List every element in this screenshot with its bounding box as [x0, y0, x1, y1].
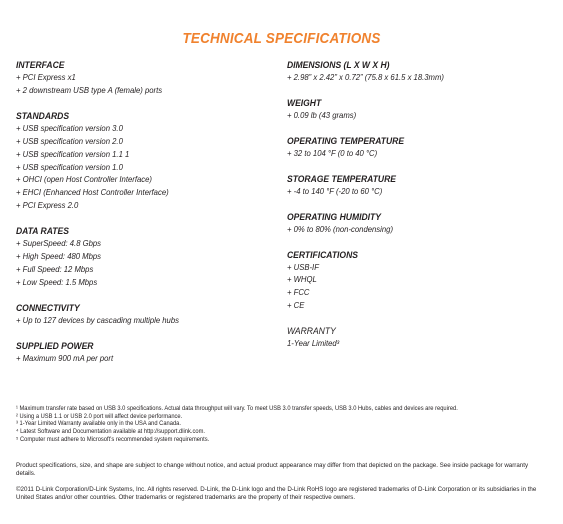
footnote: ⁴ Latest Software and Documentation available at http://support.dlink.com.	[16, 428, 205, 436]
data-rates-section	[16, 226, 276, 289]
interface-heading: INTERFACE	[16, 60, 65, 70]
dimensions-heading: DIMENSIONS (L X W X H)	[287, 60, 390, 70]
operating-temperature-section	[287, 136, 547, 160]
storage-temperature-section	[287, 174, 547, 198]
supplied-power-item: + Maximum 900 mA per port	[16, 352, 114, 363]
certifications-item: + FCC	[287, 287, 310, 298]
right-column	[287, 60, 547, 350]
operating-humidity-heading: OPERATING HUMIDITY	[287, 211, 381, 222]
footnotes	[16, 405, 546, 444]
connectivity-section	[16, 303, 276, 327]
data-rates-heading: DATA RATES	[16, 226, 69, 237]
footnote: ³ 1-Year Limited Warranty available only in the USA and Canada.	[16, 420, 181, 428]
page-title: TECHNICAL SPECIFICATIONS	[182, 30, 381, 47]
interface-item: + 2 downstream USB type A (female) ports	[16, 84, 163, 95]
warranty-heading: WARRANTY	[287, 326, 336, 337]
standards-section	[16, 111, 276, 212]
standards-item: + USB specification version 2.0	[16, 135, 123, 146]
certifications-item: + WHQL	[287, 274, 317, 285]
data-rates-item: + Full Speed: 12 Mbps	[16, 263, 94, 274]
certifications-item: + CE	[287, 300, 305, 311]
operating-temperature-heading: OPERATING TEMPERATURE	[287, 135, 405, 146]
standards-item: + OHCI (open Host Controller Interface)	[16, 174, 152, 185]
standards-item: + EHCI (Enhanced Host Controller Interface)	[16, 187, 169, 198]
warranty-item: 1-Year Limited³	[287, 338, 340, 349]
interface-section	[16, 60, 276, 97]
connectivity-item: + Up to 127 devices by cascading multiple hubs	[16, 314, 179, 325]
certifications-section	[287, 250, 547, 313]
weight-section	[287, 98, 547, 122]
certifications-heading: CERTIFICATIONS	[287, 249, 358, 260]
left-column	[16, 60, 276, 365]
supplied-power-section	[16, 341, 276, 365]
connectivity-heading: CONNECTIVITY	[16, 302, 80, 313]
data-rates-item: + SuperSpeed: 4.8 Gbps	[16, 238, 102, 249]
standards-item: + PCI Express 2.0	[16, 200, 79, 211]
weight-heading: WEIGHT	[287, 97, 322, 108]
standards-item: + USB specification version 1.0	[16, 161, 123, 172]
data-rates-item: + Low Speed: 1.5 Mbps	[16, 276, 98, 287]
operating-humidity-item: + 0% to 80% (non-condensing)	[287, 223, 394, 234]
certifications-item: + USB-IF	[287, 261, 319, 272]
footnote: ¹ Maximum transfer rate based on USB 3.0 specifications. Actual data throughput will vary. To meet USB 3.0 transfer speeds, USB 3.0 Hubs, cables and devices are required.	[16, 405, 458, 412]
supplied-power-heading: SUPPLIED POWER	[16, 340, 94, 351]
standards-heading: STANDARDS	[16, 110, 70, 121]
weight-item: + 0.09 lb (43 grams)	[287, 109, 357, 120]
warranty-section	[287, 326, 547, 350]
storage-temperature-heading: STORAGE TEMPERATURE	[287, 173, 396, 184]
standards-item: + USB specification version 3.0	[16, 122, 123, 133]
operating-humidity-section	[287, 212, 547, 236]
data-rates-item: + High Speed: 480 Mbps	[16, 251, 102, 262]
footnote: ² Using a USB 1.1 or USB 2.0 port will affect device performance.	[16, 412, 183, 420]
dimensions-section	[287, 60, 547, 84]
disclaimer: Product specifications, size, and shape are subject to change without notice, and actual product appearance may differ from that depicted on the package. See inside package for warranty details.	[16, 462, 529, 478]
storage-temperature-item: + -4 to 140 °F (-20 to 60 °C)	[287, 185, 383, 196]
operating-temperature-item: + 32 to 104 °F (0 to 40 °C)	[287, 147, 378, 158]
footnote: ⁵ Computer must adhere to Microsoft’s recommended system requirements.	[16, 435, 210, 443]
standards-item: + USB specification version 1.1 1	[16, 148, 130, 159]
interface-item: + PCI Express x1	[16, 72, 76, 82]
copyright-notice: ©2011 D-Link Corporation/D-Link Systems, Inc. All rights reserved. D-Link, the D-Link logo and the D-Link RoHS logo are registered trademarks of D-Link Corporation or its subsidiaries in the United States and/or other countries. Other trademarks or registered trademarks are the property of their respective owners.	[16, 486, 537, 502]
dimensions-item: + 2.98” x 2.42” x 0.72” (75.8 x 61.5 x 18.3mm)	[287, 72, 444, 82]
